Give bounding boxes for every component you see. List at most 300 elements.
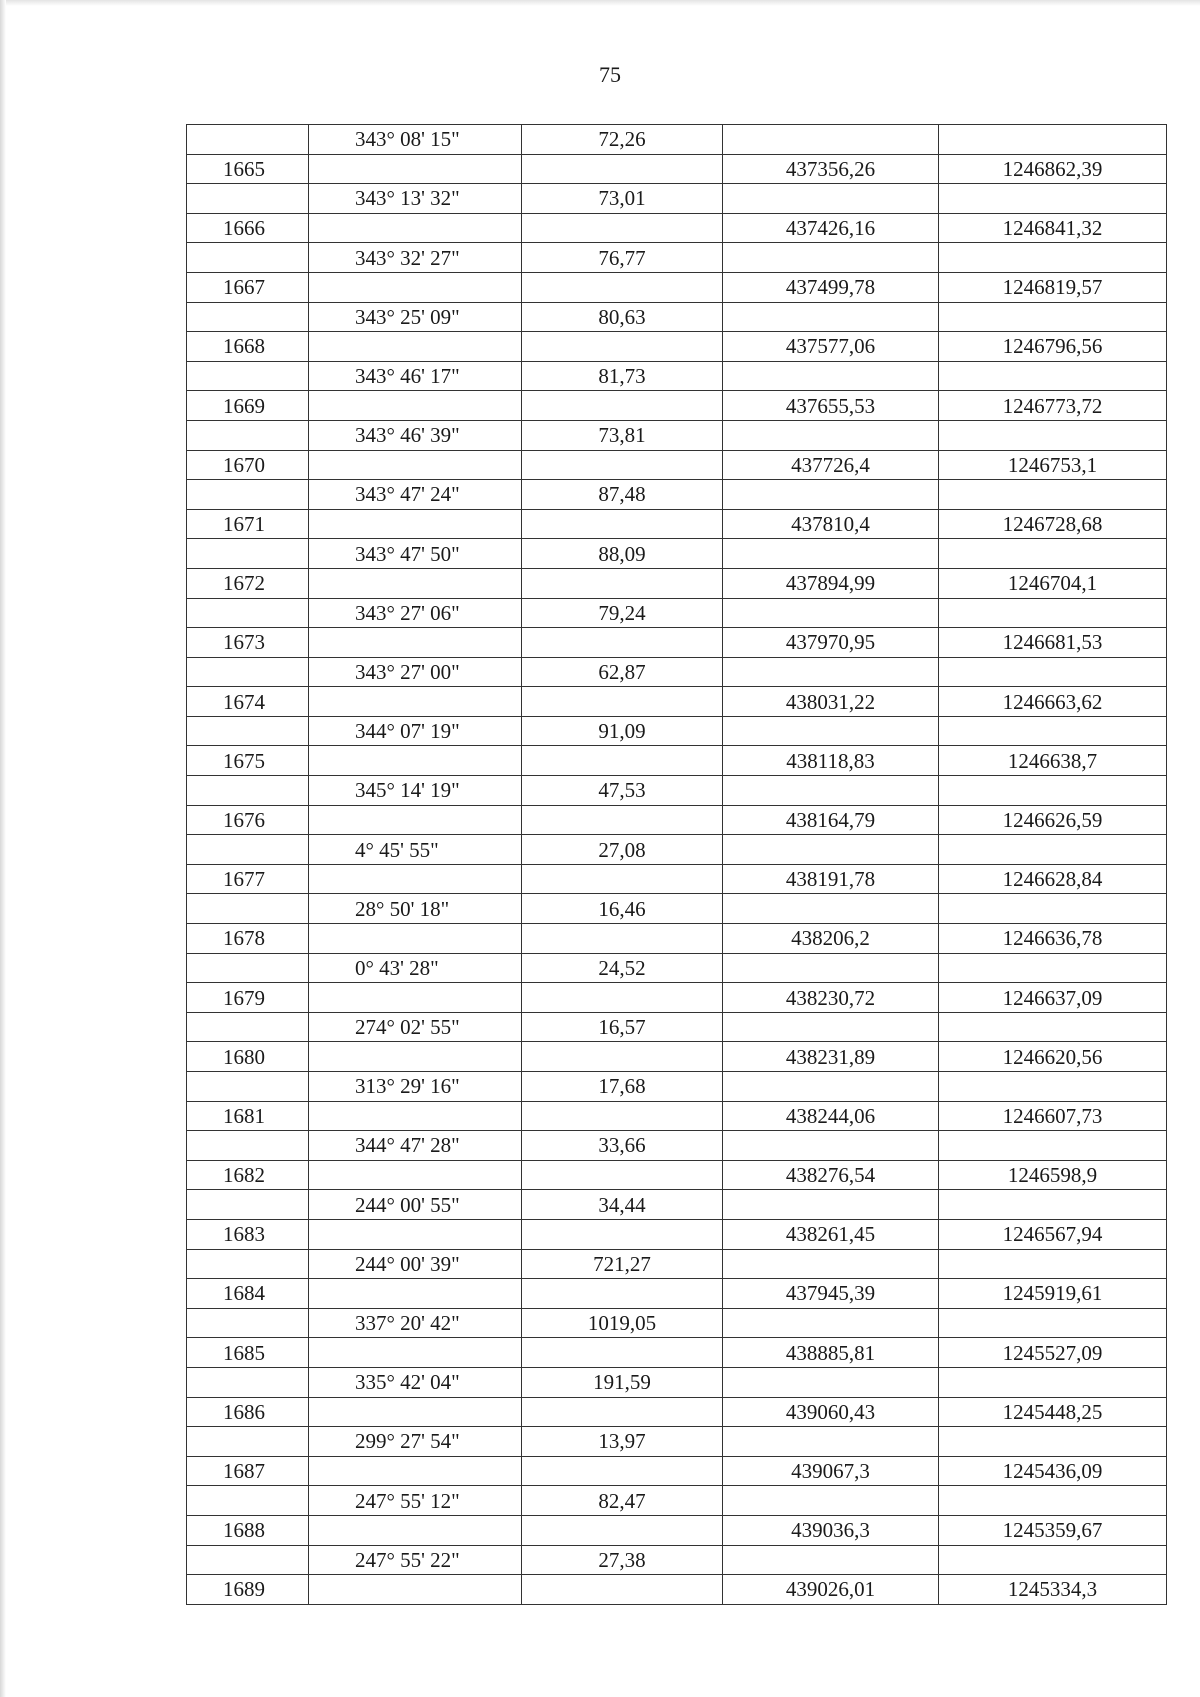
point-number-cell <box>187 716 309 746</box>
x-coordinate-cell: 438206,2 <box>723 924 939 954</box>
x-coordinate-cell: 438031,22 <box>723 687 939 717</box>
point-number-cell <box>187 953 309 983</box>
segment-length-cell <box>522 1456 723 1486</box>
point-row <box>187 509 1167 539</box>
segment-row <box>187 1486 1167 1516</box>
point-row <box>187 1338 1167 1368</box>
direction-angle-cell <box>309 983 522 1013</box>
x-coordinate-cell <box>723 1308 939 1338</box>
point-number-cell <box>187 184 309 214</box>
segment-length-cell: 81,73 <box>522 361 723 391</box>
direction-angle-cell: 274° 02' 55" <box>309 1012 522 1042</box>
y-coordinate-cell: 1245359,67 <box>939 1515 1167 1545</box>
direction-angle-cell: 244° 00' 39" <box>309 1249 522 1279</box>
point-row <box>187 687 1167 717</box>
direction-angle-cell: 4° 45' 55" <box>309 835 522 865</box>
x-coordinate-cell <box>723 835 939 865</box>
y-coordinate-cell: 1246598,9 <box>939 1160 1167 1190</box>
direction-angle-cell: 244° 00' 55" <box>309 1190 522 1220</box>
segment-length-cell <box>522 1219 723 1249</box>
point-number-cell <box>187 1367 309 1397</box>
point-number-cell <box>187 1190 309 1220</box>
y-coordinate-cell: 1246620,56 <box>939 1042 1167 1072</box>
direction-angle-cell <box>309 154 522 184</box>
point-number-cell: 1688 <box>187 1515 309 1545</box>
segment-row <box>187 894 1167 924</box>
point-number-cell: 1677 <box>187 864 309 894</box>
x-coordinate-cell <box>723 480 939 510</box>
point-number-cell: 1686 <box>187 1397 309 1427</box>
x-coordinate-cell: 437577,06 <box>723 332 939 362</box>
direction-angle-cell: 343° 32' 27" <box>309 243 522 273</box>
x-coordinate-cell <box>723 657 939 687</box>
y-coordinate-cell: 1246728,68 <box>939 509 1167 539</box>
segment-length-cell <box>522 1397 723 1427</box>
y-coordinate-cell: 1245436,09 <box>939 1456 1167 1486</box>
direction-angle-cell: 247° 55' 22" <box>309 1545 522 1575</box>
point-row <box>187 1515 1167 1545</box>
y-coordinate-cell <box>939 657 1167 687</box>
x-coordinate-cell: 438244,06 <box>723 1101 939 1131</box>
point-number-cell <box>187 1072 309 1102</box>
point-number-cell: 1667 <box>187 272 309 302</box>
segment-length-cell <box>522 687 723 717</box>
y-coordinate-cell <box>939 1308 1167 1338</box>
x-coordinate-cell: 438231,89 <box>723 1042 939 1072</box>
point-row <box>187 450 1167 480</box>
segment-length-cell: 73,81 <box>522 420 723 450</box>
direction-angle-cell <box>309 687 522 717</box>
point-row <box>187 924 1167 954</box>
point-row <box>187 1575 1167 1605</box>
segment-length-cell <box>522 746 723 776</box>
point-row <box>187 628 1167 658</box>
x-coordinate-cell: 439026,01 <box>723 1575 939 1605</box>
point-number-cell <box>187 302 309 332</box>
x-coordinate-cell: 437894,99 <box>723 568 939 598</box>
point-row <box>187 746 1167 776</box>
segment-length-cell <box>522 805 723 835</box>
point-number-cell: 1687 <box>187 1456 309 1486</box>
direction-angle-cell: 343° 13' 32" <box>309 184 522 214</box>
segment-length-cell: 24,52 <box>522 953 723 983</box>
y-coordinate-cell <box>939 1486 1167 1516</box>
y-coordinate-cell <box>939 894 1167 924</box>
point-row <box>187 1397 1167 1427</box>
segment-row <box>187 1367 1167 1397</box>
segment-length-cell <box>522 450 723 480</box>
point-number-cell <box>187 1545 309 1575</box>
direction-angle-cell <box>309 805 522 835</box>
scan-left-edge <box>0 0 6 1697</box>
direction-angle-cell <box>309 1515 522 1545</box>
scan-top-edge <box>0 0 1200 6</box>
point-number-cell: 1684 <box>187 1279 309 1309</box>
y-coordinate-cell <box>939 420 1167 450</box>
segment-row <box>187 243 1167 273</box>
point-number-cell: 1680 <box>187 1042 309 1072</box>
direction-angle-cell: 313° 29' 16" <box>309 1072 522 1102</box>
direction-angle-cell <box>309 391 522 421</box>
point-number-cell: 1671 <box>187 509 309 539</box>
point-number-cell: 1673 <box>187 628 309 658</box>
x-coordinate-cell: 437945,39 <box>723 1279 939 1309</box>
x-coordinate-cell <box>723 539 939 569</box>
x-coordinate-cell: 438261,45 <box>723 1219 939 1249</box>
x-coordinate-cell <box>723 243 939 273</box>
segment-row <box>187 480 1167 510</box>
point-row <box>187 1042 1167 1072</box>
y-coordinate-cell <box>939 125 1167 155</box>
direction-angle-cell: 344° 07' 19" <box>309 716 522 746</box>
segment-row <box>187 361 1167 391</box>
x-coordinate-cell: 437356,26 <box>723 154 939 184</box>
segment-length-cell <box>522 509 723 539</box>
point-number-cell: 1689 <box>187 1575 309 1605</box>
segment-length-cell <box>522 628 723 658</box>
x-coordinate-cell <box>723 953 939 983</box>
direction-angle-cell <box>309 1160 522 1190</box>
y-coordinate-cell <box>939 716 1167 746</box>
segment-length-cell <box>522 924 723 954</box>
direction-angle-cell <box>309 864 522 894</box>
direction-angle-cell: 343° 46' 39" <box>309 420 522 450</box>
point-number-cell: 1679 <box>187 983 309 1013</box>
point-number-cell: 1669 <box>187 391 309 421</box>
y-coordinate-cell: 1245527,09 <box>939 1338 1167 1368</box>
segment-length-cell <box>522 1042 723 1072</box>
segment-row <box>187 1012 1167 1042</box>
x-coordinate-cell: 437499,78 <box>723 272 939 302</box>
point-number-cell: 1672 <box>187 568 309 598</box>
segment-length-cell: 47,53 <box>522 776 723 806</box>
x-coordinate-cell <box>723 361 939 391</box>
point-number-cell: 1668 <box>187 332 309 362</box>
direction-angle-cell: 335° 42' 04" <box>309 1367 522 1397</box>
x-coordinate-cell: 438885,81 <box>723 1338 939 1368</box>
y-coordinate-cell: 1246607,73 <box>939 1101 1167 1131</box>
y-coordinate-cell <box>939 776 1167 806</box>
direction-angle-cell <box>309 1397 522 1427</box>
direction-angle-cell: 344° 47' 28" <box>309 1131 522 1161</box>
segment-length-cell <box>522 568 723 598</box>
segment-length-cell <box>522 1515 723 1545</box>
segment-length-cell: 721,27 <box>522 1249 723 1279</box>
segment-length-cell <box>522 332 723 362</box>
y-coordinate-cell: 1246636,78 <box>939 924 1167 954</box>
direction-angle-cell: 343° 25' 09" <box>309 302 522 332</box>
segment-length-cell <box>522 272 723 302</box>
point-number-cell <box>187 243 309 273</box>
point-number-cell: 1682 <box>187 1160 309 1190</box>
y-coordinate-cell: 1246819,57 <box>939 272 1167 302</box>
direction-angle-cell <box>309 1042 522 1072</box>
point-number-cell <box>187 598 309 628</box>
point-number-cell: 1685 <box>187 1338 309 1368</box>
direction-angle-cell: 343° 08' 15" <box>309 125 522 155</box>
page-number: 75 <box>599 62 621 87</box>
y-coordinate-cell <box>939 1072 1167 1102</box>
point-number-cell <box>187 480 309 510</box>
direction-angle-cell <box>309 924 522 954</box>
segment-length-cell <box>522 154 723 184</box>
point-row <box>187 332 1167 362</box>
segment-row <box>187 125 1167 155</box>
point-number-cell <box>187 1486 309 1516</box>
point-number-cell: 1681 <box>187 1101 309 1131</box>
point-row <box>187 272 1167 302</box>
segment-row <box>187 953 1167 983</box>
y-coordinate-cell <box>939 480 1167 510</box>
x-coordinate-cell <box>723 1072 939 1102</box>
x-coordinate-cell: 438118,83 <box>723 746 939 776</box>
x-coordinate-cell <box>723 716 939 746</box>
point-number-cell: 1676 <box>187 805 309 835</box>
y-coordinate-cell: 1246704,1 <box>939 568 1167 598</box>
x-coordinate-cell <box>723 598 939 628</box>
y-coordinate-cell <box>939 1427 1167 1457</box>
segment-length-cell <box>522 213 723 243</box>
point-number-cell: 1665 <box>187 154 309 184</box>
direction-angle-cell <box>309 746 522 776</box>
x-coordinate-cell <box>723 125 939 155</box>
direction-angle-cell: 343° 46' 17" <box>309 361 522 391</box>
point-number-cell <box>187 1131 309 1161</box>
segment-row <box>187 716 1167 746</box>
point-row <box>187 213 1167 243</box>
point-row <box>187 568 1167 598</box>
segment-row <box>187 1131 1167 1161</box>
y-coordinate-cell <box>939 1367 1167 1397</box>
y-coordinate-cell <box>939 1131 1167 1161</box>
segment-length-cell: 73,01 <box>522 184 723 214</box>
x-coordinate-cell <box>723 1427 939 1457</box>
y-coordinate-cell <box>939 598 1167 628</box>
x-coordinate-cell <box>723 1486 939 1516</box>
segment-length-cell <box>522 1279 723 1309</box>
y-coordinate-cell <box>939 1545 1167 1575</box>
point-number-cell <box>187 1427 309 1457</box>
segment-row <box>187 835 1167 865</box>
point-number-cell: 1674 <box>187 687 309 717</box>
segment-length-cell: 91,09 <box>522 716 723 746</box>
point-row <box>187 983 1167 1013</box>
y-coordinate-cell: 1246663,62 <box>939 687 1167 717</box>
point-number-cell <box>187 420 309 450</box>
x-coordinate-cell <box>723 184 939 214</box>
direction-angle-cell <box>309 450 522 480</box>
segment-row <box>187 420 1167 450</box>
x-coordinate-cell <box>723 1249 939 1279</box>
direction-angle-cell: 28° 50' 18" <box>309 894 522 924</box>
point-row <box>187 391 1167 421</box>
direction-angle-cell <box>309 628 522 658</box>
point-number-cell <box>187 1308 309 1338</box>
direction-angle-cell <box>309 1575 522 1605</box>
point-number-cell: 1666 <box>187 213 309 243</box>
point-row <box>187 1279 1167 1309</box>
direction-angle-cell: 0° 43' 28" <box>309 953 522 983</box>
segment-length-cell <box>522 983 723 1013</box>
y-coordinate-cell: 1245334,3 <box>939 1575 1167 1605</box>
direction-angle-cell: 247° 55' 12" <box>309 1486 522 1516</box>
y-coordinate-cell: 1246628,84 <box>939 864 1167 894</box>
segment-length-cell: 191,59 <box>522 1367 723 1397</box>
segment-length-cell: 27,38 <box>522 1545 723 1575</box>
x-coordinate-cell: 437970,95 <box>723 628 939 658</box>
y-coordinate-cell: 1246796,56 <box>939 332 1167 362</box>
segment-length-cell: 62,87 <box>522 657 723 687</box>
segment-row <box>187 1545 1167 1575</box>
point-number-cell: 1670 <box>187 450 309 480</box>
segment-length-cell: 80,63 <box>522 302 723 332</box>
y-coordinate-cell <box>939 243 1167 273</box>
point-number-cell <box>187 776 309 806</box>
segment-length-cell <box>522 864 723 894</box>
y-coordinate-cell <box>939 184 1167 214</box>
segment-row <box>187 184 1167 214</box>
y-coordinate-cell <box>939 361 1167 391</box>
x-coordinate-cell: 439060,43 <box>723 1397 939 1427</box>
segment-length-cell: 27,08 <box>522 835 723 865</box>
x-coordinate-cell: 438276,54 <box>723 1160 939 1190</box>
segment-row <box>187 598 1167 628</box>
segment-length-cell: 79,24 <box>522 598 723 628</box>
point-row <box>187 154 1167 184</box>
point-number-cell: 1678 <box>187 924 309 954</box>
x-coordinate-cell <box>723 894 939 924</box>
segment-length-cell: 16,46 <box>522 894 723 924</box>
y-coordinate-cell: 1246773,72 <box>939 391 1167 421</box>
segment-row <box>187 1427 1167 1457</box>
segment-length-cell: 33,66 <box>522 1131 723 1161</box>
y-coordinate-cell: 1245448,25 <box>939 1397 1167 1427</box>
y-coordinate-cell <box>939 539 1167 569</box>
x-coordinate-cell <box>723 776 939 806</box>
y-coordinate-cell <box>939 1249 1167 1279</box>
segment-length-cell: 16,57 <box>522 1012 723 1042</box>
segment-length-cell: 87,48 <box>522 480 723 510</box>
direction-angle-cell <box>309 1101 522 1131</box>
point-row <box>187 1456 1167 1486</box>
segment-length-cell <box>522 1160 723 1190</box>
direction-angle-cell <box>309 568 522 598</box>
segment-length-cell <box>522 1575 723 1605</box>
y-coordinate-cell <box>939 835 1167 865</box>
x-coordinate-cell: 437810,4 <box>723 509 939 539</box>
y-coordinate-cell: 1246681,53 <box>939 628 1167 658</box>
y-coordinate-cell <box>939 1012 1167 1042</box>
segment-length-cell: 13,97 <box>522 1427 723 1457</box>
y-coordinate-cell: 1246862,39 <box>939 154 1167 184</box>
direction-angle-cell <box>309 1338 522 1368</box>
segment-row <box>187 1249 1167 1279</box>
x-coordinate-cell <box>723 1012 939 1042</box>
point-row <box>187 1219 1167 1249</box>
x-coordinate-cell <box>723 1190 939 1220</box>
point-number-cell <box>187 539 309 569</box>
x-coordinate-cell <box>723 420 939 450</box>
segment-row <box>187 1072 1167 1102</box>
y-coordinate-cell: 1246626,59 <box>939 805 1167 835</box>
x-coordinate-cell: 438164,79 <box>723 805 939 835</box>
direction-angle-cell <box>309 213 522 243</box>
y-coordinate-cell <box>939 953 1167 983</box>
segment-length-cell <box>522 391 723 421</box>
direction-angle-cell <box>309 1219 522 1249</box>
point-row <box>187 805 1167 835</box>
x-coordinate-cell <box>723 1131 939 1161</box>
direction-angle-cell <box>309 1456 522 1486</box>
x-coordinate-cell: 439036,3 <box>723 1515 939 1545</box>
segment-length-cell: 72,26 <box>522 125 723 155</box>
segment-row <box>187 302 1167 332</box>
segment-length-cell <box>522 1101 723 1131</box>
segment-row <box>187 657 1167 687</box>
point-number-cell <box>187 894 309 924</box>
point-number-cell <box>187 125 309 155</box>
x-coordinate-cell: 438230,72 <box>723 983 939 1013</box>
segment-length-cell: 76,77 <box>522 243 723 273</box>
direction-angle-cell: 337° 20' 42" <box>309 1308 522 1338</box>
point-row <box>187 1160 1167 1190</box>
segment-length-cell: 17,68 <box>522 1072 723 1102</box>
y-coordinate-cell <box>939 302 1167 332</box>
point-number-cell <box>187 835 309 865</box>
y-coordinate-cell: 1246753,1 <box>939 450 1167 480</box>
segment-length-cell <box>522 1338 723 1368</box>
point-row <box>187 1101 1167 1131</box>
x-coordinate-cell: 437426,16 <box>723 213 939 243</box>
direction-angle-cell: 343° 47' 24" <box>309 480 522 510</box>
y-coordinate-cell: 1245919,61 <box>939 1279 1167 1309</box>
point-number-cell <box>187 1012 309 1042</box>
x-coordinate-cell <box>723 1367 939 1397</box>
point-number-cell: 1683 <box>187 1219 309 1249</box>
y-coordinate-cell <box>939 1190 1167 1220</box>
y-coordinate-cell: 1246637,09 <box>939 983 1167 1013</box>
segment-length-cell: 82,47 <box>522 1486 723 1516</box>
direction-angle-cell: 345° 14' 19" <box>309 776 522 806</box>
direction-angle-cell <box>309 1279 522 1309</box>
direction-angle-cell: 343° 27' 00" <box>309 657 522 687</box>
x-coordinate-cell: 439067,3 <box>723 1456 939 1486</box>
segment-row <box>187 539 1167 569</box>
direction-angle-cell: 343° 47' 50" <box>309 539 522 569</box>
direction-angle-cell: 299° 27' 54" <box>309 1427 522 1457</box>
segment-row <box>187 1190 1167 1220</box>
x-coordinate-cell: 437655,53 <box>723 391 939 421</box>
point-number-cell <box>187 361 309 391</box>
point-number-cell <box>187 1249 309 1279</box>
point-number-cell: 1675 <box>187 746 309 776</box>
y-coordinate-cell: 1246567,94 <box>939 1219 1167 1249</box>
direction-angle-cell <box>309 332 522 362</box>
x-coordinate-cell: 438191,78 <box>723 864 939 894</box>
y-coordinate-cell: 1246841,32 <box>939 213 1167 243</box>
segment-length-cell: 88,09 <box>522 539 723 569</box>
x-coordinate-cell <box>723 1545 939 1575</box>
direction-angle-cell: 343° 27' 06" <box>309 598 522 628</box>
segment-length-cell: 1019,05 <box>522 1308 723 1338</box>
segment-length-cell: 34,44 <box>522 1190 723 1220</box>
coordinates-table-body <box>187 125 1167 1605</box>
x-coordinate-cell: 437726,4 <box>723 450 939 480</box>
x-coordinate-cell <box>723 302 939 332</box>
segment-row <box>187 1308 1167 1338</box>
point-number-cell <box>187 657 309 687</box>
point-row <box>187 864 1167 894</box>
